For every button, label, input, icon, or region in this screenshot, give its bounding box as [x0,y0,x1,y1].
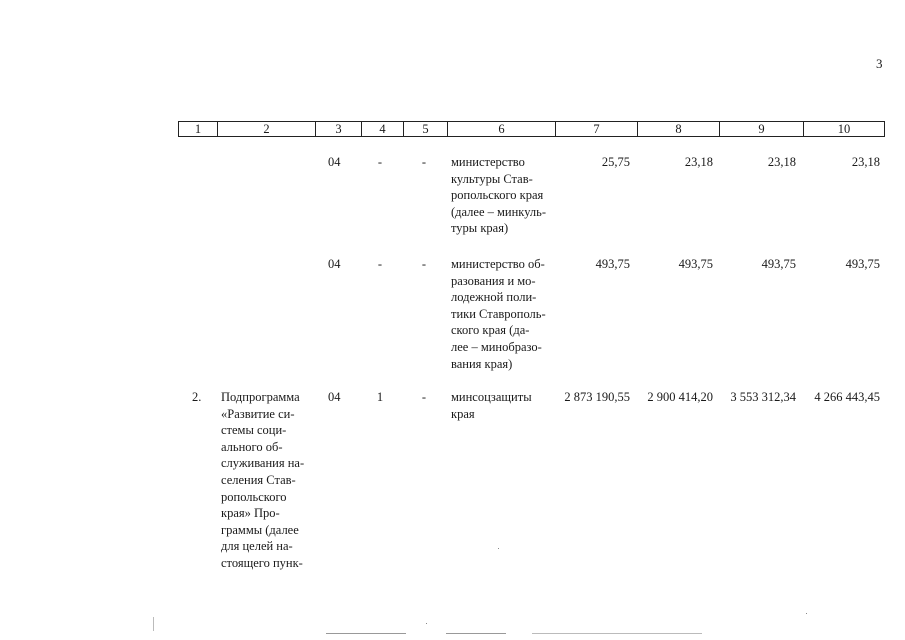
header-cell-1: 1 [194,122,202,136]
header-cell-3: 3 [315,122,361,136]
table-header-row [178,121,885,137]
scan-artifact-line [532,633,702,634]
executor-line: края [451,406,475,421]
header-cell-2: 2 [217,122,315,136]
row-1-code: 04 [328,155,341,169]
name-line: граммы (далее [221,522,299,537]
header-cell-7: 7 [555,122,637,136]
row-2-value-10: 493,75 [845,257,880,271]
scan-artifact-speck [153,617,154,631]
name-line: для целей на- [221,539,293,554]
row-2-subprogram: - [377,257,383,271]
row-2-code: 04 [328,257,341,271]
scan-artifact-speck [806,613,807,614]
page-number: 3 [876,56,883,71]
name-line: селения Став- [221,472,296,487]
executor-line: культуры Став- [451,171,533,186]
name-line: Подпрограмма [221,390,300,404]
header-cell-4: 4 [361,122,403,136]
row-1-value-9: 23,18 [767,155,796,169]
scan-artifact-speck [498,548,499,549]
name-line: ропольского [221,489,287,504]
name-line: служивания на- [221,456,305,471]
row-3-subprogram: 1 [376,390,384,404]
row-1-executor [451,154,549,237]
executor-line: разования и мо- [451,273,536,288]
row-3-value-9: 3 553 312,34 [730,390,796,404]
row-1-subprogram: - [377,155,383,169]
executor-line: лодежной поли- [451,290,537,305]
executor-line: вания края) [451,356,513,371]
row-3-value-7: 2 873 190,55 [564,390,630,404]
executor-line: лее – минобразо- [451,339,542,354]
executor-line: министерство об- [451,257,545,271]
row-2-value-9: 493,75 [761,257,796,271]
row-2-value-7: 493,75 [595,257,630,271]
row-1-value-10: 23,18 [851,155,880,169]
executor-line: минсоцзащиты [451,390,532,404]
row-3-value-8: 2 900 414,20 [647,390,713,404]
header-cell-6: 6 [447,122,555,136]
scan-artifact-line [446,633,506,634]
row-1-value-8: 23,18 [684,155,713,169]
executor-line: ского края (да- [451,323,530,338]
executor-line: тики Ставрополь- [451,306,546,321]
row-3-name [221,389,307,572]
header-cell-9: 9 [719,122,803,136]
scan-artifact-speck [426,623,427,624]
row-3-value-10: 4 266 443,45 [814,390,880,404]
executor-line: (далее – минкуль- [451,204,547,219]
name-line: стоящего пунк- [221,555,303,570]
executor-line: министерство [451,155,525,169]
name-line: «Развитие си- [221,406,295,421]
row-3-code: 04 [328,390,341,404]
header-cell-8: 8 [637,122,719,136]
executor-line: туры края) [451,221,509,236]
row-2-event: - [421,257,427,271]
row-3-number: 2. [192,390,202,404]
scan-artifact-line [326,633,406,634]
row-2-executor [451,256,549,372]
row-1-value-7: 25,75 [601,155,630,169]
row-3-event: - [421,390,427,404]
row-1-event: - [421,155,427,169]
executor-line: ропольского края [451,188,544,203]
header-cell-5: 5 [403,122,447,136]
name-line: края» Про- [221,506,280,521]
row-2-value-8: 493,75 [678,257,713,271]
row-3-executor [451,389,549,422]
name-line: ального об- [221,439,283,454]
name-line: стемы соци- [221,423,287,438]
header-cell-10: 10 [803,122,884,136]
